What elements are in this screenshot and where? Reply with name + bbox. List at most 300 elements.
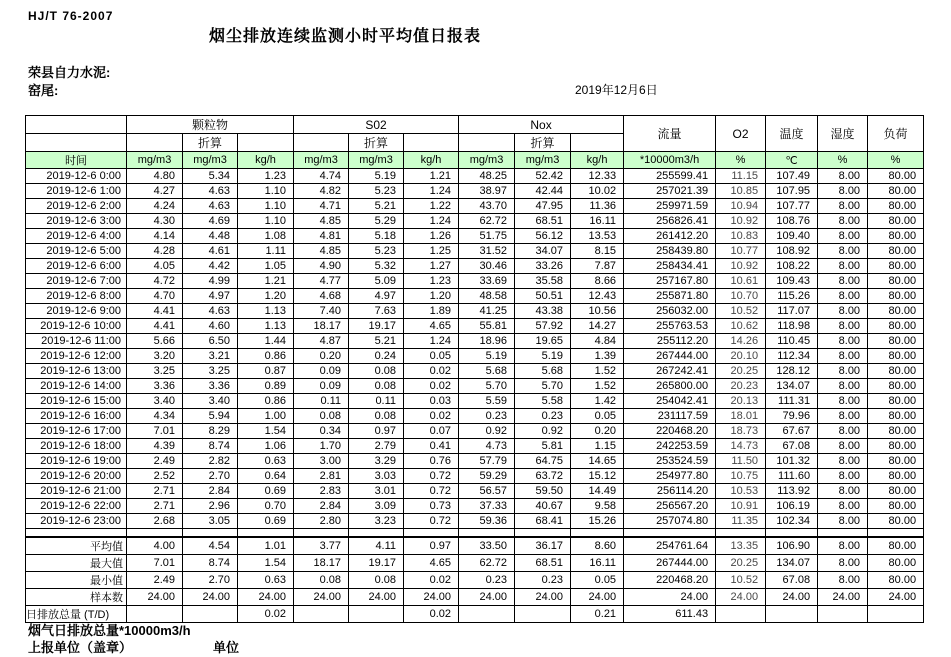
value-cell: 4.90 [294, 259, 349, 274]
value-cell: 80.00 [868, 394, 924, 409]
value-cell: 1.27 [404, 259, 459, 274]
table-row [26, 394, 924, 409]
value-cell: 0.02 [404, 379, 459, 394]
unit-cell: mg/m3 [459, 152, 515, 169]
station-name: 窑尾: [28, 83, 59, 98]
value-cell: 134.07 [766, 554, 818, 571]
table-row [26, 289, 924, 304]
value-cell: 15.12 [571, 469, 624, 484]
value-cell: 0.07 [404, 424, 459, 439]
value-cell: 14.26 [716, 334, 766, 349]
value-cell: 80.00 [868, 514, 924, 529]
value-cell: 0.02 [238, 605, 294, 622]
value-cell: 1.23 [404, 274, 459, 289]
unit-cell: kg/h [571, 152, 624, 169]
value-cell: 9.58 [571, 499, 624, 514]
value-cell: 0.63 [238, 571, 294, 588]
value-cell: 10.62 [716, 319, 766, 334]
value-cell: 8.00 [818, 259, 868, 274]
value-cell: 4.65 [404, 319, 459, 334]
value-cell: 8.00 [818, 514, 868, 529]
value-cell: 10.52 [716, 304, 766, 319]
standard-number: HJ/T 76-2007 [28, 9, 114, 23]
value-cell: 16.11 [571, 554, 624, 571]
value-cell: 8.00 [818, 424, 868, 439]
summary-label-cell: 日排放总量 (T/D) [26, 605, 127, 622]
value-cell: 8.00 [818, 169, 868, 184]
value-cell: 257074.80 [624, 514, 716, 529]
value-cell: 1.23 [238, 169, 294, 184]
value-cell: 0.20 [294, 349, 349, 364]
unit-cell: kg/h [404, 152, 459, 169]
value-cell: 5.70 [515, 379, 571, 394]
value-cell: 1.21 [238, 274, 294, 289]
value-cell: 80.00 [868, 537, 924, 555]
value-cell: 8.00 [818, 184, 868, 199]
summary-label-cell: 最小值 [26, 571, 127, 588]
value-cell: 4.85 [294, 214, 349, 229]
value-cell: 0.92 [515, 424, 571, 439]
value-cell: 24.00 [404, 588, 459, 605]
value-cell: 1.21 [404, 169, 459, 184]
value-cell: 10.61 [716, 274, 766, 289]
value-cell: 8.00 [818, 229, 868, 244]
summary-row [26, 588, 924, 605]
unit-cell: kg/h [238, 152, 294, 169]
empty-cell [571, 134, 624, 152]
value-cell: 24.00 [624, 588, 716, 605]
value-cell: 62.72 [459, 554, 515, 571]
value-cell: 12.33 [571, 169, 624, 184]
value-cell: 50.51 [515, 289, 571, 304]
value-cell: 4.97 [183, 289, 238, 304]
value-cell: 0.03 [404, 394, 459, 409]
value-cell: 16.11 [571, 214, 624, 229]
value-cell: 0.05 [404, 349, 459, 364]
value-cell [459, 605, 515, 622]
value-cell: 0.08 [294, 409, 349, 424]
value-cell: 256567.20 [624, 499, 716, 514]
summary-label-cell: 平均值 [26, 537, 127, 555]
value-cell: 255599.41 [624, 169, 716, 184]
header-load: 负荷 [868, 116, 924, 152]
value-cell: 4.54 [183, 537, 238, 555]
value-cell: 68.51 [515, 554, 571, 571]
empty-cell [868, 529, 924, 537]
value-cell: 8.00 [818, 304, 868, 319]
value-cell: 8.74 [183, 554, 238, 571]
table-row [26, 304, 924, 319]
value-cell: 3.25 [127, 364, 183, 379]
value-cell: 55.81 [459, 319, 515, 334]
value-cell: 14.27 [571, 319, 624, 334]
time-cell: 2019-12-6 15:00 [26, 394, 127, 409]
value-cell: 80.00 [868, 184, 924, 199]
report-date: 2019年12月6日 [575, 83, 658, 97]
value-cell: 6.50 [183, 334, 238, 349]
value-cell: 24.00 [127, 588, 183, 605]
value-cell: 3.00 [294, 454, 349, 469]
value-cell: 8.00 [818, 214, 868, 229]
value-cell: 4.71 [294, 199, 349, 214]
value-cell: 14.49 [571, 484, 624, 499]
value-cell: 0.70 [238, 499, 294, 514]
value-cell: 5.19 [459, 349, 515, 364]
page-title: 烟尘排放连续监测小时平均值日报表 [208, 28, 481, 45]
value-cell: 257167.80 [624, 274, 716, 289]
value-cell: 8.00 [818, 537, 868, 555]
value-cell: 8.00 [818, 319, 868, 334]
value-cell: 109.43 [766, 274, 818, 289]
value-cell: 80.00 [868, 571, 924, 588]
value-cell: 0.02 [404, 571, 459, 588]
value-cell: 110.45 [766, 334, 818, 349]
converted-label: 折算 [349, 134, 404, 152]
value-cell: 10.02 [571, 184, 624, 199]
value-cell: 2.70 [183, 571, 238, 588]
table-row [26, 379, 924, 394]
value-cell: 5.34 [183, 169, 238, 184]
value-cell: 4.69 [183, 214, 238, 229]
value-cell: 253524.59 [624, 454, 716, 469]
value-cell: 108.76 [766, 214, 818, 229]
value-cell: 80.00 [868, 499, 924, 514]
value-cell: 111.60 [766, 469, 818, 484]
value-cell: 256114.20 [624, 484, 716, 499]
time-cell: 2019-12-6 10:00 [26, 319, 127, 334]
value-cell: 1.20 [404, 289, 459, 304]
value-cell: 255763.53 [624, 319, 716, 334]
value-cell: 10.75 [716, 469, 766, 484]
value-cell: 14.73 [716, 439, 766, 454]
value-cell: 1.26 [404, 229, 459, 244]
value-cell [515, 605, 571, 622]
value-cell: 57.92 [515, 319, 571, 334]
value-cell: 1.52 [571, 364, 624, 379]
value-cell: 0.23 [515, 409, 571, 424]
value-cell: 51.75 [459, 229, 515, 244]
value-cell: 102.34 [766, 514, 818, 529]
summary-row [26, 554, 924, 571]
value-cell: 0.72 [404, 469, 459, 484]
value-cell: 1.05 [238, 259, 294, 274]
unit-cell: mg/m3 [294, 152, 349, 169]
value-cell: 14.65 [571, 454, 624, 469]
value-cell: 24.00 [766, 588, 818, 605]
value-cell: 80.00 [868, 424, 924, 439]
value-cell: 254042.41 [624, 394, 716, 409]
value-cell: 267444.00 [624, 349, 716, 364]
value-cell: 80.00 [868, 349, 924, 364]
value-cell: 8.60 [571, 537, 624, 555]
value-cell: 38.97 [459, 184, 515, 199]
value-cell: 80.00 [868, 229, 924, 244]
value-cell: 2.81 [294, 469, 349, 484]
time-cell: 2019-12-6 22:00 [26, 499, 127, 514]
value-cell: 1.89 [404, 304, 459, 319]
value-cell: 117.07 [766, 304, 818, 319]
value-cell: 10.91 [716, 499, 766, 514]
value-cell: 0.02 [404, 605, 459, 622]
value-cell [294, 605, 349, 622]
value-cell: 67.08 [766, 571, 818, 588]
value-cell: 80.00 [868, 259, 924, 274]
value-cell: 5.94 [183, 409, 238, 424]
value-cell: 80.00 [868, 199, 924, 214]
value-cell: 5.68 [515, 364, 571, 379]
value-cell: 5.81 [515, 439, 571, 454]
value-cell: 0.73 [404, 499, 459, 514]
value-cell: 0.09 [294, 364, 349, 379]
value-cell: 258439.80 [624, 244, 716, 259]
value-cell: 134.07 [766, 379, 818, 394]
value-cell: 4.63 [183, 199, 238, 214]
value-cell: 8.00 [818, 379, 868, 394]
value-cell: 4.00 [127, 537, 183, 555]
empty-cell [238, 134, 294, 152]
value-cell: 242253.59 [624, 439, 716, 454]
value-cell: 10.92 [716, 259, 766, 274]
value-cell: 0.08 [349, 379, 404, 394]
empty-cell [459, 134, 515, 152]
value-cell: 1.54 [238, 424, 294, 439]
value-cell: 2.49 [127, 454, 183, 469]
value-cell: 1.15 [571, 439, 624, 454]
value-cell: 1.24 [404, 214, 459, 229]
value-cell: 10.83 [716, 229, 766, 244]
unit-cell: % [818, 152, 868, 169]
value-cell: 64.75 [515, 454, 571, 469]
value-cell: 8.00 [818, 334, 868, 349]
value-cell: 7.40 [294, 304, 349, 319]
empty-cell [183, 529, 238, 537]
flow-total-note: 烟气日排放总量*10000m3/h [28, 623, 191, 638]
time-cell: 2019-12-6 6:00 [26, 259, 127, 274]
value-cell: 107.49 [766, 169, 818, 184]
value-cell: 4.39 [127, 439, 183, 454]
value-cell: 1.08 [238, 229, 294, 244]
value-cell: 0.02 [404, 409, 459, 424]
value-cell: 4.05 [127, 259, 183, 274]
value-cell: 1.13 [238, 319, 294, 334]
value-cell: 0.11 [349, 394, 404, 409]
value-cell: 107.95 [766, 184, 818, 199]
value-cell: 0.97 [404, 537, 459, 555]
empty-cell [294, 134, 349, 152]
value-cell: 80.00 [868, 289, 924, 304]
value-cell: 4.82 [294, 184, 349, 199]
value-cell: 0.24 [349, 349, 404, 364]
value-cell: 5.29 [349, 214, 404, 229]
value-cell: 8.00 [818, 289, 868, 304]
time-cell: 2019-12-6 14:00 [26, 379, 127, 394]
value-cell: 10.52 [716, 571, 766, 588]
empty-cell [766, 529, 818, 537]
value-cell: 1.70 [294, 439, 349, 454]
value-cell: 7.87 [571, 259, 624, 274]
value-cell: 8.00 [818, 499, 868, 514]
value-cell: 0.63 [238, 454, 294, 469]
value-cell: 5.19 [515, 349, 571, 364]
value-cell: 8.00 [818, 439, 868, 454]
value-cell: 0.09 [294, 379, 349, 394]
value-cell: 19.17 [349, 554, 404, 571]
time-header: 时间 [26, 152, 127, 169]
table-row [26, 454, 924, 469]
value-cell: 4.60 [183, 319, 238, 334]
value-cell: 0.64 [238, 469, 294, 484]
group-header-so2: S02 [294, 116, 459, 134]
value-cell: 57.79 [459, 454, 515, 469]
value-cell: 13.35 [716, 537, 766, 555]
time-cell: 2019-12-6 21:00 [26, 484, 127, 499]
value-cell: 24.00 [238, 588, 294, 605]
value-cell: 3.77 [294, 537, 349, 555]
value-cell: 0.11 [294, 394, 349, 409]
value-cell: 1.44 [238, 334, 294, 349]
value-cell: 2.71 [127, 484, 183, 499]
time-cell: 2019-12-6 9:00 [26, 304, 127, 319]
unit-cell: ℃ [766, 152, 818, 169]
value-cell: 0.92 [459, 424, 515, 439]
time-cell: 2019-12-6 23:00 [26, 514, 127, 529]
value-cell: 220468.20 [624, 424, 716, 439]
value-cell: 0.05 [571, 409, 624, 424]
value-cell: 4.27 [127, 184, 183, 199]
value-cell: 80.00 [868, 379, 924, 394]
value-cell: 0.89 [238, 379, 294, 394]
unit-label: 单位 [213, 640, 240, 655]
value-cell: 68.41 [515, 514, 571, 529]
converted-label: 折算 [183, 134, 238, 152]
value-cell: 5.19 [349, 169, 404, 184]
summary-body [26, 529, 924, 623]
value-cell: 4.84 [571, 334, 624, 349]
table-row [26, 439, 924, 454]
value-cell: 2.96 [183, 499, 238, 514]
table-body [26, 169, 924, 529]
value-cell: 48.25 [459, 169, 515, 184]
summary-row [26, 537, 924, 555]
value-cell: 10.70 [716, 289, 766, 304]
value-cell: 10.92 [716, 214, 766, 229]
empty-cell [127, 134, 183, 152]
time-cell: 2019-12-6 12:00 [26, 349, 127, 364]
value-cell: 4.97 [349, 289, 404, 304]
value-cell: 5.18 [349, 229, 404, 244]
value-cell: 8.00 [818, 554, 868, 571]
value-cell: 111.31 [766, 394, 818, 409]
value-cell [818, 605, 868, 622]
value-cell: 1.10 [238, 214, 294, 229]
summary-label-cell: 样本数 [26, 588, 127, 605]
value-cell: 4.11 [349, 537, 404, 555]
value-cell: 8.00 [818, 454, 868, 469]
value-cell: 0.08 [294, 571, 349, 588]
value-cell: 30.46 [459, 259, 515, 274]
value-cell: 0.72 [404, 514, 459, 529]
units-header-row [26, 152, 924, 169]
value-cell: 20.13 [716, 394, 766, 409]
value-cell: 4.14 [127, 229, 183, 244]
summary-row [26, 571, 924, 588]
time-cell: 2019-12-6 3:00 [26, 214, 127, 229]
value-cell: 1.24 [404, 334, 459, 349]
time-cell: 2019-12-6 5:00 [26, 244, 127, 259]
group-header-row [26, 116, 924, 134]
value-cell: 18.96 [459, 334, 515, 349]
value-cell: 24.00 [818, 588, 868, 605]
value-cell: 1.11 [238, 244, 294, 259]
value-cell: 11.50 [716, 454, 766, 469]
empty-cell [515, 529, 571, 537]
header-flow: 流量 [624, 116, 716, 152]
value-cell: 2.70 [183, 469, 238, 484]
value-cell [349, 605, 404, 622]
value-cell: 18.01 [716, 409, 766, 424]
value-cell: 80.00 [868, 274, 924, 289]
value-cell: 254761.64 [624, 537, 716, 555]
empty-cell [459, 529, 515, 537]
value-cell: 2.84 [294, 499, 349, 514]
company-name: 荣县自力水泥: [28, 65, 111, 80]
value-cell: 2.79 [349, 439, 404, 454]
value-cell: 4.81 [294, 229, 349, 244]
value-cell: 62.72 [459, 214, 515, 229]
value-cell: 10.53 [716, 484, 766, 499]
value-cell: 1.54 [238, 554, 294, 571]
time-cell: 2019-12-6 20:00 [26, 469, 127, 484]
value-cell: 43.70 [459, 199, 515, 214]
empty-cell [26, 134, 127, 152]
time-cell: 2019-12-6 11:00 [26, 334, 127, 349]
value-cell: 0.34 [294, 424, 349, 439]
value-cell: 2.52 [127, 469, 183, 484]
header-temperature: 温度 [766, 116, 818, 152]
value-cell: 101.32 [766, 454, 818, 469]
value-cell: 2.49 [127, 571, 183, 588]
value-cell: 3.01 [349, 484, 404, 499]
value-cell: 4.63 [183, 184, 238, 199]
value-cell: 80.00 [868, 554, 924, 571]
value-cell: 10.77 [716, 244, 766, 259]
value-cell: 109.40 [766, 229, 818, 244]
value-cell: 4.68 [294, 289, 349, 304]
spacer-row [26, 529, 924, 537]
value-cell: 4.41 [127, 319, 183, 334]
value-cell: 1.10 [238, 184, 294, 199]
value-cell: 2.68 [127, 514, 183, 529]
table-row [26, 499, 924, 514]
value-cell: 265800.00 [624, 379, 716, 394]
value-cell: 3.36 [127, 379, 183, 394]
value-cell: 20.25 [716, 364, 766, 379]
table-row [26, 169, 924, 184]
summary-label-cell: 最大值 [26, 554, 127, 571]
value-cell: 24.00 [459, 588, 515, 605]
value-cell: 1.13 [238, 304, 294, 319]
value-cell: 80.00 [868, 469, 924, 484]
value-cell: 0.23 [515, 571, 571, 588]
value-cell: 113.92 [766, 484, 818, 499]
value-cell: 4.80 [127, 169, 183, 184]
time-cell: 2019-12-6 0:00 [26, 169, 127, 184]
value-cell: 0.21 [571, 605, 624, 622]
time-cell: 2019-12-6 17:00 [26, 424, 127, 439]
value-cell: 5.66 [127, 334, 183, 349]
time-cell: 2019-12-6 4:00 [26, 229, 127, 244]
empty-cell [818, 529, 868, 537]
